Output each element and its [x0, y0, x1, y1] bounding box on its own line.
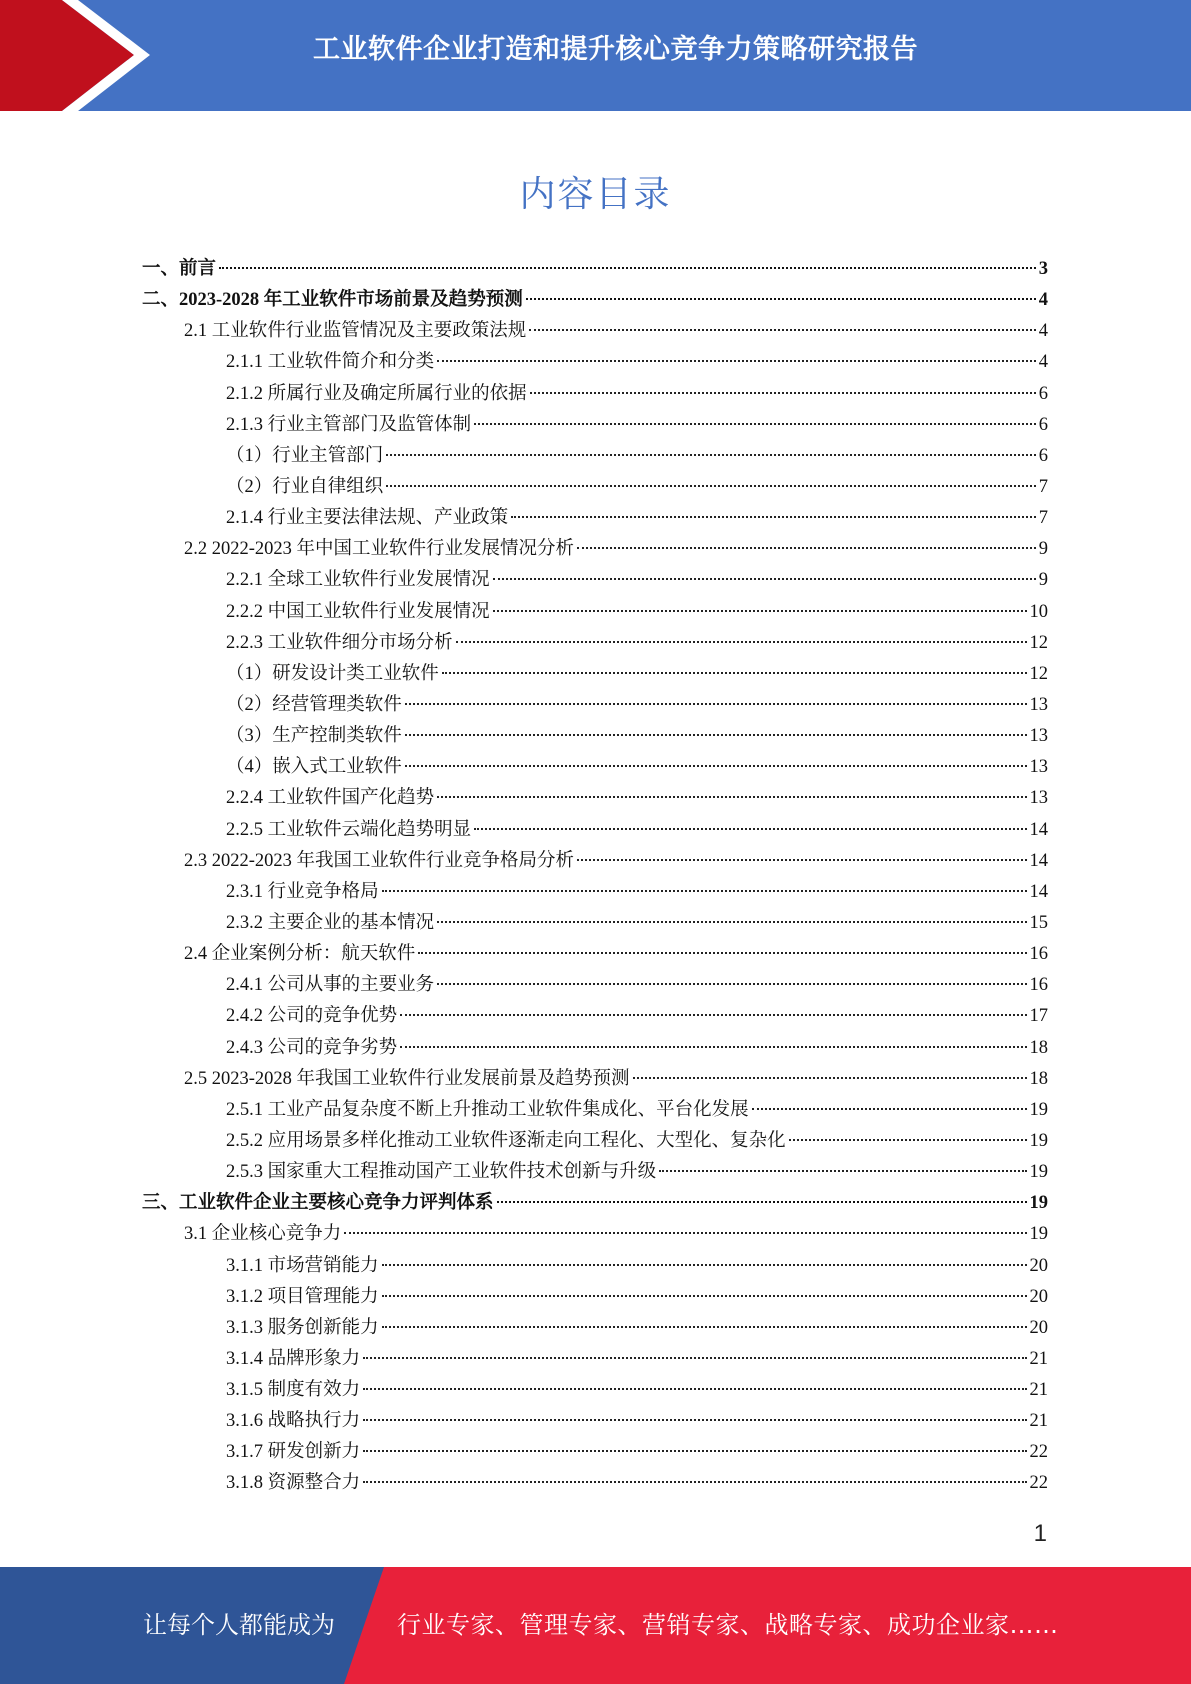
toc-entry[interactable]	[142, 1188, 1048, 1219]
toc-entry[interactable]	[142, 1468, 1048, 1499]
toc-dot-leader	[418, 952, 1026, 954]
toc-entry-label: 3.1.1 市场营销能力	[226, 1255, 379, 1276]
toc-entry[interactable]	[142, 534, 1048, 565]
toc-entry-page: 14	[1029, 850, 1048, 871]
toc-entry-page: 13	[1029, 726, 1048, 747]
toc-dot-leader	[386, 454, 1035, 456]
toc-entry[interactable]	[142, 659, 1048, 690]
toc-entry[interactable]	[142, 877, 1048, 908]
toc-entry-label: 一、前言	[142, 259, 217, 279]
toc-dot-leader	[382, 1295, 1027, 1297]
toc-entry-page: 22	[1029, 1473, 1048, 1494]
toc-entry-page: 19	[1029, 1130, 1048, 1151]
toc-entry[interactable]	[142, 970, 1048, 1001]
toc-entry-page: 21	[1029, 1380, 1048, 1401]
toc-dot-leader	[382, 1326, 1027, 1328]
toc-entry-page: 13	[1029, 788, 1048, 809]
toc-entry-label: 2.2.3 工业软件细分市场分析	[226, 632, 453, 653]
toc-dot-leader	[437, 360, 1036, 362]
toc-entry[interactable]	[142, 1406, 1048, 1437]
toc-entry[interactable]	[142, 316, 1048, 347]
toc-dot-leader	[474, 423, 1036, 425]
toc-entry-label: 2.3 2022-2023 年我国工业软件行业竞争格局分析	[184, 850, 575, 871]
footer-banner	[0, 1567, 1191, 1684]
toc-entry-label: 2.5.3 国家重大工程推动国产工业软件技术创新与升级	[226, 1162, 657, 1183]
toc-entry[interactable]	[142, 846, 1048, 877]
toc-entry-label: （4）嵌入式工业软件	[226, 757, 402, 778]
toc-entry[interactable]	[142, 503, 1048, 534]
toc-dot-leader	[511, 516, 1036, 518]
toc-dot-leader	[382, 890, 1027, 892]
toc-entry-label: 3.1.2 项目管理能力	[226, 1286, 379, 1307]
toc-entry-page: 3	[1038, 259, 1048, 279]
report-title: 工业软件企业打造和提升核心竞争力策略研究报告	[313, 34, 918, 65]
toc-entry[interactable]	[142, 597, 1048, 628]
toc-dot-leader	[344, 1232, 1026, 1234]
toc-entry-page: 4	[1038, 321, 1048, 342]
toc-entry-label: 2.3.1 行业竞争格局	[226, 881, 379, 902]
toc-entry-page: 6	[1038, 383, 1048, 404]
toc-entry[interactable]	[142, 285, 1048, 316]
toc-dot-leader	[400, 1046, 1026, 1048]
toc-entry-label: 2.4.2 公司的竞争优势	[226, 1006, 398, 1027]
toc-dot-leader	[497, 1201, 1027, 1203]
toc-dot-leader	[363, 1450, 1026, 1452]
footer-slogan-right: 行业专家、管理专家、营销专家、战略专家、成功企业家……	[397, 1611, 1059, 1639]
toc-entry-label: 2.2 2022-2023 年中国工业软件行业发展情况分析	[184, 539, 575, 560]
toc-dot-leader	[493, 578, 1036, 580]
toc-entry-label: 3.1.5 制度有效力	[226, 1380, 361, 1401]
toc-entry-page: 16	[1029, 975, 1048, 996]
toc-entry-page: 17	[1029, 1006, 1048, 1027]
toc-entry[interactable]	[142, 939, 1048, 970]
toc-entry[interactable]	[142, 628, 1048, 659]
toc-dot-leader	[526, 298, 1036, 300]
toc-dot-leader	[386, 485, 1035, 487]
toc-entry[interactable]	[142, 815, 1048, 846]
toc-entry[interactable]	[142, 1313, 1048, 1344]
toc-entry-label: 2.1.1 工业软件简介和分类	[226, 352, 435, 373]
toc-entry-label: （3）生产控制类软件	[226, 726, 402, 747]
toc-dot-leader	[363, 1481, 1026, 1483]
toc-entry[interactable]	[142, 1437, 1048, 1468]
toc-dot-leader	[456, 641, 1027, 643]
page-number: 1	[1033, 1520, 1047, 1547]
toc-dot-leader	[789, 1139, 1027, 1141]
toc-entry[interactable]	[142, 347, 1048, 378]
toc-dot-leader	[363, 1357, 1026, 1359]
toc-entry-page: 21	[1029, 1411, 1048, 1432]
toc-entry-page: 13	[1029, 757, 1048, 778]
toc-entry-page: 6	[1038, 414, 1048, 435]
toc-entry-page: 9	[1038, 570, 1048, 591]
toc-entry-label: 2.2.1 全球工业软件行业发展情况	[226, 570, 490, 591]
toc-entry[interactable]	[142, 752, 1048, 783]
toc-entry-page: 7	[1038, 476, 1048, 497]
toc-dot-leader	[400, 1014, 1026, 1016]
toc-entry-label: 2.4.3 公司的竞争劣势	[226, 1037, 398, 1058]
toc-entry-page: 18	[1029, 1068, 1048, 1089]
toc-entry-label: 2.4 企业案例分析：航天软件	[184, 944, 416, 965]
toc-entry-page: 7	[1038, 508, 1048, 529]
footer-slogan-left: 让每个人都能成为	[143, 1611, 335, 1639]
toc-entry[interactable]	[142, 1157, 1048, 1188]
toc-heading: 内容目录	[519, 174, 672, 215]
toc-entry[interactable]	[142, 908, 1048, 939]
toc-dot-leader	[752, 1108, 1027, 1110]
toc-entry-page: 6	[1038, 445, 1048, 466]
toc-entry[interactable]	[142, 1095, 1048, 1126]
toc-entry[interactable]	[142, 1375, 1048, 1406]
toc-entry-label: 3.1.8 资源整合力	[226, 1473, 361, 1494]
toc-dot-leader	[633, 1077, 1027, 1079]
toc-entry-page: 19	[1029, 1224, 1048, 1245]
toc-entry-label: 2.1.2 所属行业及确定所属行业的依据	[226, 383, 527, 404]
toc-dot-leader	[382, 1264, 1027, 1266]
toc-dot-leader	[363, 1419, 1026, 1421]
toc-entry-label: 2.5.1 工业产品复杂度不断上升推动工业软件集成化、平台化发展	[226, 1099, 749, 1120]
toc-entry[interactable]	[142, 1064, 1048, 1095]
toc-entry-label: 2.2.2 中国工业软件行业发展情况	[226, 601, 490, 622]
toc-entry-page: 20	[1029, 1286, 1048, 1307]
toc-entry-page: 19	[1029, 1162, 1048, 1183]
toc-entry[interactable]	[142, 1344, 1048, 1375]
toc-entry-label: （1）研发设计类工业软件	[226, 663, 439, 684]
toc-dot-leader	[577, 859, 1026, 861]
toc-dot-leader	[405, 703, 1027, 705]
toc-entry-page: 20	[1029, 1317, 1048, 1338]
toc-entry-label: 3.1.6 战略执行力	[226, 1411, 361, 1432]
toc-entry-page: 9	[1038, 539, 1048, 560]
toc-dot-leader	[363, 1388, 1026, 1390]
toc-entry-label: 3.1.4 品牌形象力	[226, 1348, 361, 1369]
toc-entry-page: 14	[1029, 881, 1048, 902]
toc-entry[interactable]	[142, 410, 1048, 441]
toc-entry[interactable]	[142, 441, 1048, 472]
toc-dot-leader	[529, 329, 1035, 331]
toc-entry[interactable]	[142, 1251, 1048, 1282]
toc-dot-leader	[659, 1170, 1026, 1172]
toc-entry-page: 21	[1029, 1348, 1048, 1369]
toc-dot-leader	[405, 765, 1027, 767]
toc-entry[interactable]	[142, 1033, 1048, 1064]
toc-entry[interactable]	[142, 721, 1048, 752]
toc-entry-page: 4	[1038, 290, 1048, 311]
toc-entry-label: 二、2023-2028 年工业软件市场前景及趋势预测	[142, 290, 523, 311]
toc-dot-leader	[437, 921, 1026, 923]
toc-entry[interactable]	[142, 254, 1048, 285]
toc-entry-label: 3.1.7 研发创新力	[226, 1442, 361, 1463]
toc-entry-page: 12	[1029, 632, 1048, 653]
toc-entry-page: 15	[1029, 912, 1048, 933]
toc-entry[interactable]	[142, 783, 1048, 814]
toc-entry-page: 4	[1038, 352, 1048, 373]
toc-entry-label: 2.4.1 公司从事的主要业务	[226, 975, 435, 996]
toc-dot-leader	[219, 267, 1036, 269]
toc-dot-leader	[530, 392, 1036, 394]
toc-entry[interactable]	[142, 1282, 1048, 1313]
toc-entry[interactable]	[142, 1126, 1048, 1157]
table-of-contents	[142, 254, 1048, 1500]
toc-dot-leader	[437, 796, 1026, 798]
toc-entry[interactable]	[142, 690, 1048, 721]
toc-entry[interactable]	[142, 1001, 1048, 1032]
toc-entry-label: 3.1 企业核心竞争力	[184, 1224, 342, 1245]
toc-entry-label: （2）行业自律组织	[226, 476, 384, 497]
toc-entry-label: 2.1 工业软件行业监管情况及主要政策法规	[184, 321, 527, 342]
toc-entry-label: 2.2.4 工业软件国产化趋势	[226, 788, 435, 809]
toc-entry-label: 2.1.4 行业主要法律法规、产业政策	[226, 508, 509, 529]
toc-entry-label: 2.5 2023-2028 年我国工业软件行业发展前景及趋势预测	[184, 1068, 630, 1089]
toc-entry-page: 19	[1029, 1099, 1048, 1120]
toc-entry-label: （1）行业主管部门	[226, 445, 384, 466]
toc-entry[interactable]	[142, 1219, 1048, 1250]
toc-dot-leader	[577, 547, 1036, 549]
toc-entry-label: 2.2.5 工业软件云端化趋势明显	[226, 819, 472, 840]
toc-entry-label: 三、工业软件企业主要核心竞争力评判体系	[142, 1193, 494, 1214]
toc-entry[interactable]	[142, 565, 1048, 596]
toc-dot-leader	[437, 983, 1026, 985]
toc-entry-label: 3.1.3 服务创新能力	[226, 1317, 379, 1338]
toc-entry-page: 12	[1029, 663, 1048, 684]
toc-entry-label: （2）经营管理类软件	[226, 694, 402, 715]
toc-entry-page: 13	[1029, 694, 1048, 715]
toc-entry-page: 14	[1029, 819, 1048, 840]
toc-entry-page: 19	[1029, 1193, 1048, 1214]
toc-entry-label: 2.3.2 主要企业的基本情况	[226, 912, 435, 933]
toc-dot-leader	[493, 610, 1027, 612]
toc-entry[interactable]	[142, 472, 1048, 503]
toc-dot-leader	[442, 672, 1027, 674]
toc-entry-label: 2.5.2 应用场景多样化推动工业软件逐渐走向工程化、大型化、复杂化	[226, 1130, 786, 1151]
toc-entry-page: 18	[1029, 1037, 1048, 1058]
toc-entry-page: 16	[1029, 944, 1048, 965]
toc-entry-page: 20	[1029, 1255, 1048, 1276]
toc-entry[interactable]	[142, 379, 1048, 410]
toc-dot-leader	[474, 828, 1026, 830]
toc-entry-label: 2.1.3 行业主管部门及监管体制	[226, 414, 472, 435]
header-banner	[0, 0, 1191, 111]
toc-entry-page: 10	[1029, 601, 1048, 622]
toc-dot-leader	[405, 734, 1027, 736]
toc-entry-page: 22	[1029, 1442, 1048, 1463]
